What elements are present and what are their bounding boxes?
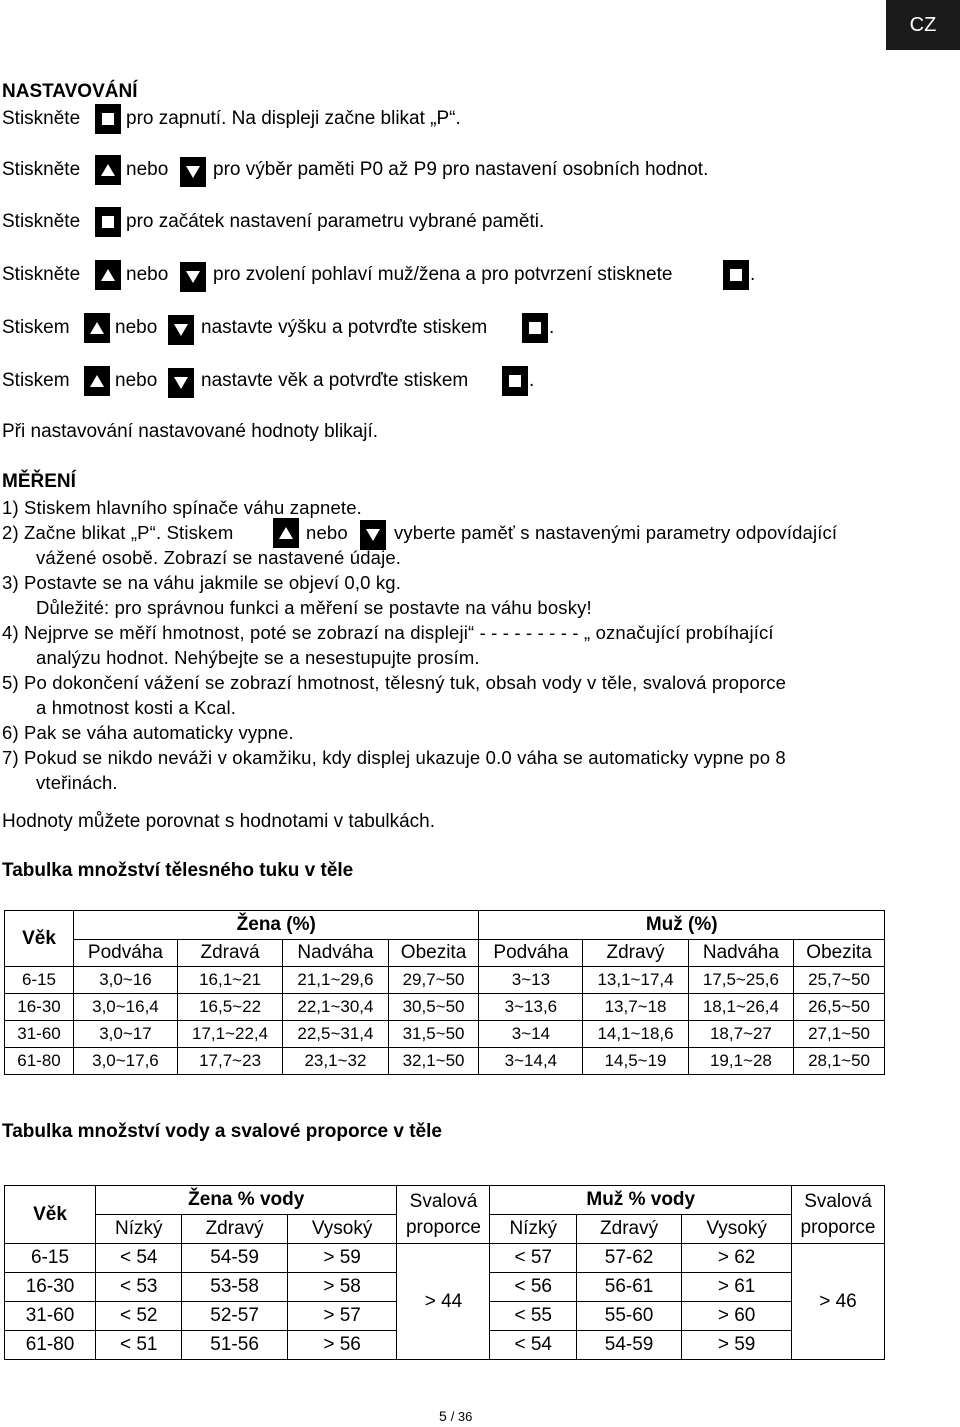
table-cell: 16,5~22: [177, 994, 282, 1021]
table-cell: 14,1~18,6: [583, 1021, 688, 1048]
step-5-cont: a hmotnost kosti a Kcal.: [36, 697, 236, 718]
up-button-icon: [95, 260, 121, 290]
age-cell: 6-15: [5, 967, 74, 994]
sub-header: Nadváha: [688, 940, 793, 967]
female-muscle-value: > 44: [397, 1244, 490, 1360]
table-cell: 3,0~16: [74, 967, 178, 994]
setup-line2-end: pro výběr paměti P0 až P9 pro nastavení osobních hodnot.: [213, 159, 709, 180]
table-cell: 57-62: [576, 1244, 681, 1273]
compare-note: Hodnoty můžete porovnat s hodnotami v tabulkách.: [2, 811, 436, 832]
age-cell: 16-30: [5, 994, 74, 1021]
setup-line2-start: Stiskněte: [2, 159, 81, 180]
sub-header: Obezita: [388, 940, 479, 967]
up-button-icon: [95, 155, 121, 185]
step-6: 6) Pak se váha automaticky vypne.: [2, 722, 294, 743]
table-cell: 54-59: [182, 1244, 287, 1273]
step-7: 7) Pokud se nikdo neváži v okamžiku, kdy displej ukazuje 0.0 váha se automaticky vypne po 8: [2, 747, 786, 768]
setup-line1-end: pro zapnutí. Na displeji začne blikat „P“.: [126, 108, 461, 129]
table-cell: < 51: [96, 1331, 182, 1360]
table-cell: > 59: [682, 1331, 792, 1360]
set-button-icon: [502, 366, 528, 396]
down-button-icon: [180, 262, 206, 292]
setup-line5-or: nebo: [115, 317, 158, 338]
table-cell: > 61: [682, 1273, 792, 1302]
table-cell: 13,7~18: [583, 994, 688, 1021]
sub-header: Vysoký: [287, 1215, 397, 1244]
setup-line6-mid: nastavte věk a potvrďte stiskem: [201, 370, 469, 391]
table-cell: 21,1~29,6: [283, 967, 388, 994]
step-5: 5) Po dokončení vážení se zobrazí hmotnost, tělesný tuk, obsah vody v těle, svalová proporce: [2, 672, 787, 693]
set-button-icon: [723, 260, 749, 290]
table-cell: > 59: [287, 1244, 397, 1273]
sub-header: Nízký: [96, 1215, 182, 1244]
setup-line4-start: Stiskněte: [2, 264, 81, 285]
table-cell: 55-60: [576, 1302, 681, 1331]
step-2-end: vyberte paměť s nastavenými parametry odpovídající: [394, 522, 838, 543]
table-cell: 31,5~50: [388, 1021, 479, 1048]
table-cell: > 57: [287, 1302, 397, 1331]
set-button-icon: [95, 207, 121, 237]
table-row: [5, 1048, 885, 1075]
table-cell: > 60: [682, 1302, 792, 1331]
table-cell: < 56: [490, 1273, 576, 1302]
table-cell: > 56: [287, 1331, 397, 1360]
table-cell: 3~14,4: [479, 1048, 583, 1075]
table-cell: 22,5~31,4: [283, 1021, 388, 1048]
table-cell: 56-61: [576, 1273, 681, 1302]
table-cell: 53-58: [182, 1273, 287, 1302]
table-cell: 54-59: [576, 1331, 681, 1360]
table-cell: > 62: [682, 1244, 792, 1273]
table-cell: 51-56: [182, 1331, 287, 1360]
male-header: Muž (%): [479, 911, 885, 940]
fat-table-title: Tabulka množství tělesného tuku v těle: [2, 860, 354, 881]
measure-heading: MĚŘENÍ: [2, 471, 76, 492]
female-water-header: Žena % vody: [96, 1186, 397, 1215]
table-cell: 22,1~30,4: [283, 994, 388, 1021]
female-header: Žena (%): [74, 911, 479, 940]
sub-header: Podváha: [479, 940, 583, 967]
table-cell: 28,1~50: [794, 1048, 885, 1075]
age-header: Věk: [5, 1186, 96, 1244]
setup-note: Při nastavování nastavované hodnoty blikají.: [2, 421, 379, 442]
age-cell: 31-60: [5, 1021, 74, 1048]
table-row: [5, 1021, 885, 1048]
sub-header: Zdravý: [583, 940, 688, 967]
setup-heading: NASTAVOVÁNÍ: [2, 81, 138, 102]
table-cell: 19,1~28: [688, 1048, 793, 1075]
setup-line3-start: Stiskněte: [2, 211, 81, 232]
table-cell: 3,0~16,4: [74, 994, 178, 1021]
table-cell: 14,5~19: [583, 1048, 688, 1075]
male-muscle-value: > 46: [792, 1244, 885, 1360]
table-cell: 52-57: [182, 1302, 287, 1331]
down-button-icon: [180, 157, 206, 187]
setup-line3-end: pro začátek nastavení parametru vybrané paměti.: [126, 211, 545, 232]
table-row: [5, 967, 885, 994]
sub-header: Vysoký: [682, 1215, 792, 1244]
table-cell: 3,0~17: [74, 1021, 178, 1048]
table-cell: 13,1~17,4: [583, 967, 688, 994]
muscle-label: proporce: [405, 1216, 481, 1238]
table-cell: < 57: [490, 1244, 576, 1273]
down-button-icon: [168, 368, 194, 398]
set-button-icon: [95, 104, 121, 134]
sub-header: Nadváha: [283, 940, 388, 967]
setup-line5-mid: nastavte výšku a potvrďte stiskem: [201, 317, 488, 338]
page-number: [439, 1408, 472, 1424]
table-cell: 29,7~50: [388, 967, 479, 994]
table-cell: 3~13: [479, 967, 583, 994]
setup-line4-mid: pro zvolení pohlaví muž/žena a pro potvrzení stisknete: [213, 264, 673, 285]
sub-header: Zdravý: [182, 1215, 287, 1244]
table-cell: < 52: [96, 1302, 182, 1331]
male-water-header: Muž % vody: [490, 1186, 792, 1215]
table-cell: 30,5~50: [388, 994, 479, 1021]
step-2-start: 2) Začne blikat „P“. Stiskem: [2, 522, 234, 543]
measure-steps: [2, 496, 902, 796]
up-button-icon: [84, 313, 110, 343]
table-cell: 32,1~50: [388, 1048, 479, 1075]
sub-header: Podváha: [74, 940, 178, 967]
language-tab: CZ: [886, 0, 960, 50]
sub-header: Nízký: [490, 1215, 576, 1244]
table-cell: 25,7~50: [794, 967, 885, 994]
muscle-label: Svalová: [409, 1190, 478, 1212]
down-button-icon: [168, 315, 194, 345]
table-row: [5, 1244, 885, 1273]
age-cell: 6-15: [5, 1244, 96, 1273]
set-button-icon: [522, 313, 548, 343]
step-2-or: nebo: [306, 522, 348, 543]
table-cell: 23,1~32: [283, 1048, 388, 1075]
muscle-label: Svalová: [804, 1190, 872, 1212]
sub-header: Obezita: [794, 940, 885, 967]
table-cell: 3,0~17,6: [74, 1048, 178, 1075]
table-cell: > 58: [287, 1273, 397, 1302]
setup-line6-end: .: [529, 370, 535, 391]
setup-line4-end: .: [750, 264, 756, 285]
table-cell: 17,7~23: [177, 1048, 282, 1075]
table-cell: 18,7~27: [688, 1021, 793, 1048]
male-muscle-header: [792, 1186, 885, 1244]
sub-header: Zdravá: [177, 940, 282, 967]
female-muscle-header: [397, 1186, 490, 1244]
setup-line5-end: .: [549, 317, 555, 338]
water-table: [4, 1185, 885, 1360]
setup-line6-or: nebo: [115, 370, 158, 391]
setup-line2-or: nebo: [126, 159, 169, 180]
table-row: [5, 994, 885, 1021]
sub-header: Zdravý: [576, 1215, 681, 1244]
setup-line4-or: nebo: [126, 264, 169, 285]
step-3: 3) Postavte se na váhu jakmile se objeví 0,0 kg.: [2, 572, 401, 593]
step-7-cont: vteřinách.: [36, 772, 118, 793]
table-cell: 3~13,6: [479, 994, 583, 1021]
age-header: Věk: [5, 911, 74, 967]
age-cell: 61-80: [5, 1331, 96, 1360]
setup-line5-start: Stiskem: [2, 317, 70, 338]
table-cell: < 53: [96, 1273, 182, 1302]
table-cell: < 54: [490, 1331, 576, 1360]
step-2-cont: vážené osobě. Zobrazí se nastavené údaje.: [36, 547, 402, 568]
age-cell: 31-60: [5, 1302, 96, 1331]
setup-line1-start: Stiskněte: [2, 108, 81, 129]
fat-table: [4, 910, 885, 1075]
table-cell: 18,1~26,4: [688, 994, 793, 1021]
age-cell: 61-80: [5, 1048, 74, 1075]
page-total: / 36: [450, 1409, 473, 1424]
table-cell: < 55: [490, 1302, 576, 1331]
step-1: 1) Stiskem hlavního spínače váhu zapnete.: [2, 497, 362, 518]
age-cell: 16-30: [5, 1273, 96, 1302]
page-current: 5: [439, 1408, 447, 1424]
table-cell: 3~14: [479, 1021, 583, 1048]
muscle-label: proporce: [800, 1216, 876, 1238]
step-4: 4) Nejprve se měří hmotnost, poté se zobrazí na displeji“ - - - - - - - - - „ označující probíhající: [2, 622, 774, 643]
table-cell: 27,1~50: [794, 1021, 885, 1048]
table-cell: < 54: [96, 1244, 182, 1273]
table-cell: 16,1~21: [177, 967, 282, 994]
table-cell: 17,1~22,4: [177, 1021, 282, 1048]
step-3-important: Důležité: pro správnou funkci a měření se postavte na váhu bosky!: [36, 597, 592, 618]
table-cell: 26,5~50: [794, 994, 885, 1021]
table-cell: 17,5~25,6: [688, 967, 793, 994]
step-4-cont: analýzu hodnot. Nehýbejte se a nesestupujte prosím.: [36, 647, 480, 668]
up-button-icon: [273, 518, 299, 548]
setup-line6-start: Stiskem: [2, 370, 70, 391]
up-button-icon: [84, 366, 110, 396]
water-table-title: Tabulka množství vody a svalové proporce v těle: [2, 1121, 442, 1142]
